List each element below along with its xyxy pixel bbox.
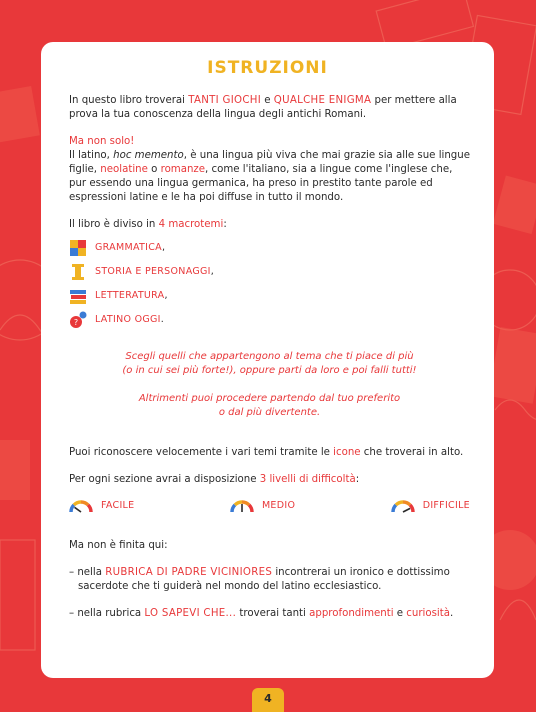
- gauge-segment: [410, 505, 413, 512]
- scegli-block: Scegli quelli che appartengono al tema che ti piace di più (o in cui sei più forte!), oppure parti da loro e poi falli tutti! Altrimenti puoi procedere partendo dal tuo preferito o dal più divertente.: [122, 351, 417, 418]
- gauge-segment: [74, 502, 81, 505]
- gauge-segment: [393, 505, 396, 512]
- gauge-segment: [249, 505, 252, 512]
- macrotema-latino-oggi: ? LATINO OGGI .: [69, 308, 470, 332]
- riconoscere-paragraph: Puoi riconoscere velocemente i vari temi tramite le icone che troverai in alto.: [69, 447, 464, 458]
- macrotema-letteratura: LETTERATURA ,: [69, 284, 470, 308]
- intro-paragraph: In questo libro troverai TANTI GIOCHI e QUALCHE ENIGMA per mettere alla prova la tua conoscenza della lingua degli antichi Romani.: [69, 95, 457, 120]
- macrotema-storia: STORIA E PERSONAGGI ,: [69, 260, 470, 284]
- content: [69, 94, 470, 621]
- books-icon: [69, 287, 87, 305]
- gauge-segment: [232, 505, 235, 512]
- ma-non-solo: Ma non solo!: [69, 136, 135, 147]
- gauge-hard-icon: [391, 499, 415, 513]
- page-number: 4: [252, 688, 284, 712]
- rubrica-lo-sapevi: – nella rubrica LO SAPEVI CHE... troverai tanti approfondimenti e curiosità.: [69, 608, 454, 619]
- rubrica-viciniores: – nella RUBRICA DI PADRE VICINIORES incontrerai un ironico e dottissimo sacerdote che ti guiderà nel mondo del latino ecclesiastico.: [69, 567, 450, 592]
- level-difficile: DIFFICILE: [391, 499, 470, 513]
- gauge-easy-icon: [69, 499, 93, 513]
- level-medio: MEDIO: [230, 499, 295, 513]
- diviso-paragraph: Il libro è diviso in 4 macrotemi:: [69, 219, 227, 230]
- gauge-segment: [235, 502, 242, 505]
- gauge-segment: [81, 502, 88, 505]
- difficulty-levels: [69, 499, 470, 513]
- page-title: ISTRUZIONI: [207, 58, 328, 78]
- abc-blocks-icon: [69, 239, 87, 257]
- gauge-segment: [403, 502, 410, 505]
- gauge-needle: [403, 508, 410, 512]
- macrotema-grammatica: GRAMMATICA ,: [69, 236, 470, 260]
- gauge-segment: [71, 505, 74, 512]
- instructions-card: [41, 42, 494, 678]
- svg-text:?: ?: [73, 318, 79, 327]
- sezione-paragraph: Per ogni sezione avrai a disposizione 3 livelli di difficoltà:: [69, 474, 360, 485]
- gauge-segment: [242, 502, 249, 505]
- question-people-icon: [69, 311, 87, 329]
- gauge-medium-icon: [230, 499, 254, 513]
- gauge-needle: [75, 507, 81, 512]
- gauge-segment: [396, 502, 403, 505]
- finita-paragraph: Ma non è finita qui:: [69, 540, 168, 551]
- column-icon: [69, 263, 87, 281]
- gauge-segment: [88, 505, 91, 512]
- macrotemi-list: [69, 236, 470, 332]
- latino-paragraph: Il latino, hoc memento, è una lingua più viva che mai grazie sia alle sue lingue figlie, neolatine o romanze, come l'italiano, sia a lingue come l'inglese che, pur essendo una lingua germanica, ha preso in prestito tante parole ed espressioni latine e le ha poi diffuse in tutto il mondo.: [69, 150, 470, 203]
- level-facile: FACILE: [69, 499, 134, 513]
